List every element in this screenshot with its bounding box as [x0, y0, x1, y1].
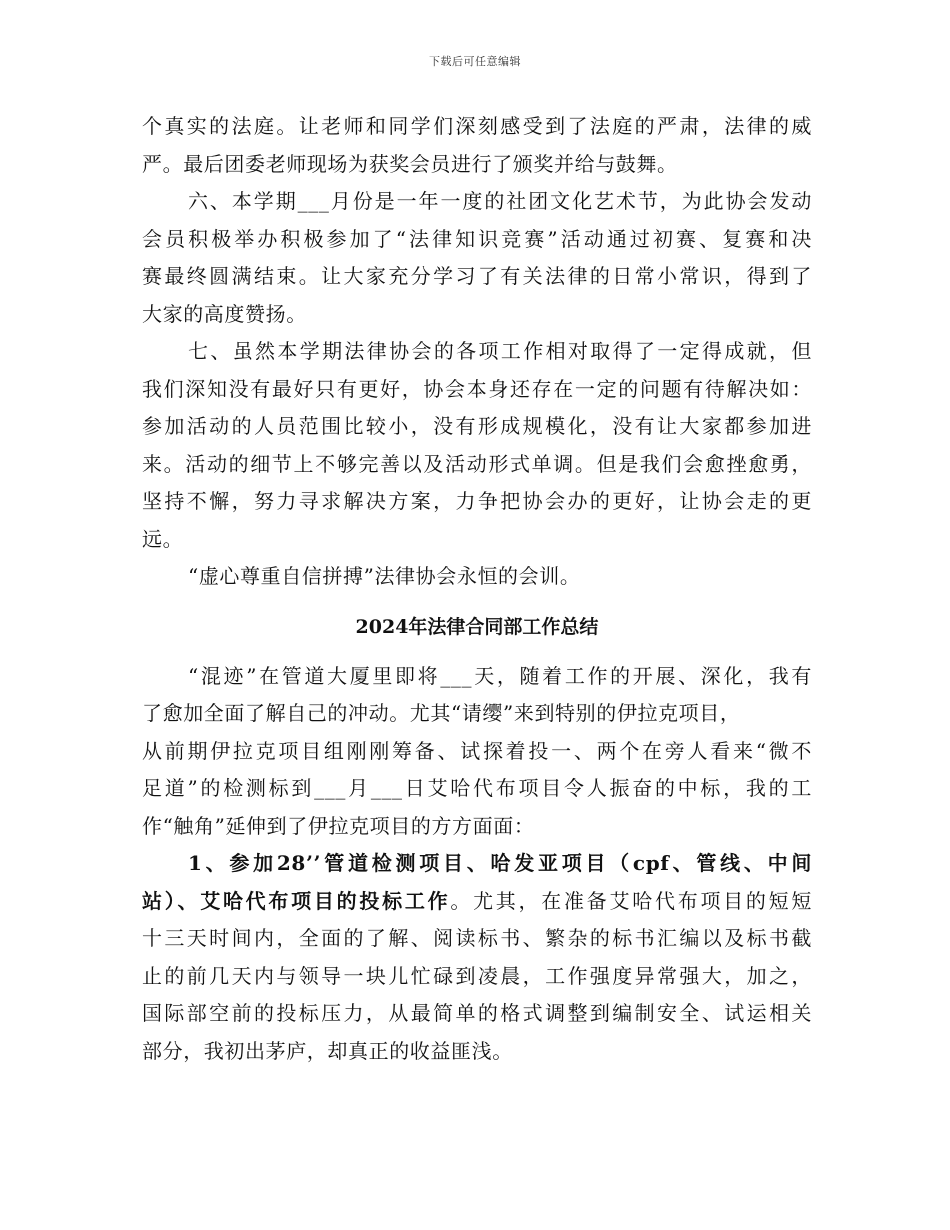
- section-title: 2024年法律合同部工作总结: [355, 615, 599, 638]
- text-line: 我们深知没有最好只有更好，协会本身还存在一定的问题有待解决如：: [142, 376, 812, 401]
- text-line: 六、本学期___月份是一年一度的社团文化艺术节，为此协会发动: [188, 189, 812, 213]
- text-line: 七、虽然本学期法律协会的各项工作相对取得了一定得成就，但: [188, 339, 812, 363]
- paragraph-intro: [142, 658, 812, 846]
- text-line: 来。活动的细节上不够完善以及活动形式单调。但是我们会愈挫愈勇，: [142, 451, 812, 476]
- text-line: 会员积极举办积极参加了“法律知识竞赛”活动通过初赛、复赛和决: [142, 226, 812, 251]
- text-line: [142, 883, 812, 921]
- paragraph-motto: [142, 558, 812, 596]
- paragraph-item-seven: [142, 333, 812, 558]
- text-line: 作“触角”延伸到了伊拉克项目的方方面面：: [142, 813, 535, 838]
- paragraph-court-activity: [142, 108, 812, 183]
- text-line: 大家的高度赞扬。: [142, 301, 307, 326]
- text-line: 部分，我初出茅庐，却真正的收益匪浅。: [142, 1038, 513, 1063]
- text-segment: 。尤其，在准备艾哈代布项目的短短: [450, 888, 812, 913]
- document-body: [142, 108, 812, 1070]
- text-line: 严。最后团委老师现场为获奖会员进行了颁奖并给与鼓舞。: [142, 151, 678, 176]
- text-line: 了愈加全面了解自己的冲动。尤其“请缨”来到特别的伊拉克项目，: [142, 701, 741, 725]
- text-line: 止的前几天内与领导一块儿忙碌到凌晨，工作强度异常强大，加之，: [142, 963, 812, 988]
- bold-text-segment: 站）、艾哈代布项目的投标工作: [142, 888, 451, 913]
- paragraph-bidding-work: [142, 845, 812, 1070]
- text-line: 个真实的法庭。让老师和同学们深刻感受到了法庭的严肃，法律的威: [142, 114, 812, 138]
- text-line: 足道”的检测标到___月___日艾哈代布项目令人振奋的中标，我的工: [142, 776, 812, 800]
- text-line: 远。: [142, 526, 184, 551]
- paragraph-item-six: [142, 183, 812, 333]
- text-line: “虚心尊重自信拼搏”法律协会永恒的会训。: [188, 564, 581, 588]
- text-line: 十三天时间内，全面的了解、阅读标书、繁杂的标书汇编以及标书截: [142, 926, 812, 950]
- page-header: 下载后可任意编辑: [429, 55, 521, 68]
- bold-text-line: 1、参加28’’管道检测项目、哈发亚项目（cpf、管线、中间: [188, 851, 812, 875]
- text-line: 国际部空前的投标压力，从最简单的格式调整到编制安全、试运相关: [142, 1001, 812, 1025]
- text-line: 参加活动的人员范围比较小，没有形成规模化，没有让大家都参加进: [142, 414, 812, 438]
- text-line: 从前期伊拉克项目组刚刚筹备、试探着投一、两个在旁人看来“微不: [142, 738, 812, 763]
- text-line: 坚持不懈，努力寻求解决方案，力争把协会办的更好，让协会走的更: [142, 489, 812, 513]
- text-line: 赛最终圆满结束。让大家充分学习了有关法律的日常小常识，得到了: [142, 264, 812, 288]
- text-line: “混迹”在管道大厦里即将___天，随着工作的开展、深化，我有: [188, 663, 812, 688]
